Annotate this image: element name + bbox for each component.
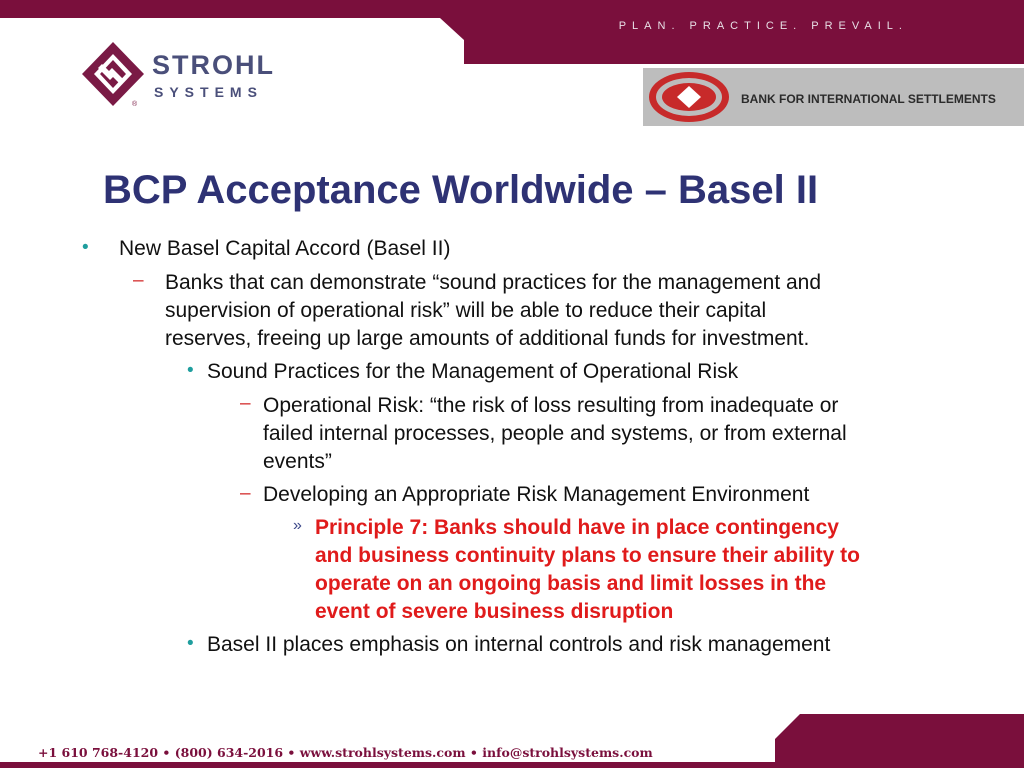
bis-logo-banner [643,68,1024,126]
strohl-diamond-logo-icon [80,40,146,110]
dash-marker: – [133,270,144,291]
tagline: PLAN. PRACTICE. PREVAIL. [618,20,908,32]
text-line: event of severe business disruption [315,600,674,623]
bullet-sound-practices-title: Sound Practices for the Management of Operational Risk [207,360,739,383]
bis-emblem-icon [643,68,739,126]
strohl-logo [80,40,290,110]
bullet-marker: • [187,360,194,381]
bullet-basel-accord: New Basel Capital Accord (Basel II) [119,237,451,260]
logo-name: STROHL [152,50,275,80]
logo-sub: SYSTEMS [154,84,263,100]
text-line: Principle 7: Banks should have in place contingency [315,516,839,539]
bis-name: BANK FOR INTERNATIONAL SETTLEMENTS [741,92,996,106]
text-line: failed internal processes, people and systems, or from external [263,422,847,445]
svg-text:®: ® [132,101,138,108]
dash-marker: – [240,393,251,414]
bullet-marker: • [187,633,194,654]
chevron-marker: » [293,517,302,534]
text-line: reserves, freeing up large amounts of additional funds for investment. [165,327,810,350]
bullet-internal-controls: Basel II places emphasis on internal controls and risk management [207,633,831,656]
slide-title: BCP Acceptance Worldwide – Basel II [103,168,819,212]
bullet-principle-7 [315,514,860,626]
bullet-marker: • [82,237,89,258]
bullet-sound-practices-benefit [165,269,821,353]
dash-marker: – [240,483,251,504]
text-line: and business continuity plans to ensure their ability to [315,544,860,567]
text-line: events” [263,450,332,473]
footer-contact: +1 610 768-4120 • (800) 634-2016 • www.strohlsystems.com • info@strohlsystems.com [38,745,653,760]
text-line: Banks that can demonstrate “sound practices for the management and [165,271,822,294]
text-line: supervision of operational risk” will be able to reduce their capital [165,299,767,322]
text-line: Operational Risk: “the risk of loss resulting from inadequate or [263,394,839,417]
text-line: operate on an ongoing basis and limit losses in the [315,572,827,595]
bullet-operational-risk-definition [263,392,847,476]
bullet-risk-environment: Developing an Appropriate Risk Management Environment [263,483,810,506]
